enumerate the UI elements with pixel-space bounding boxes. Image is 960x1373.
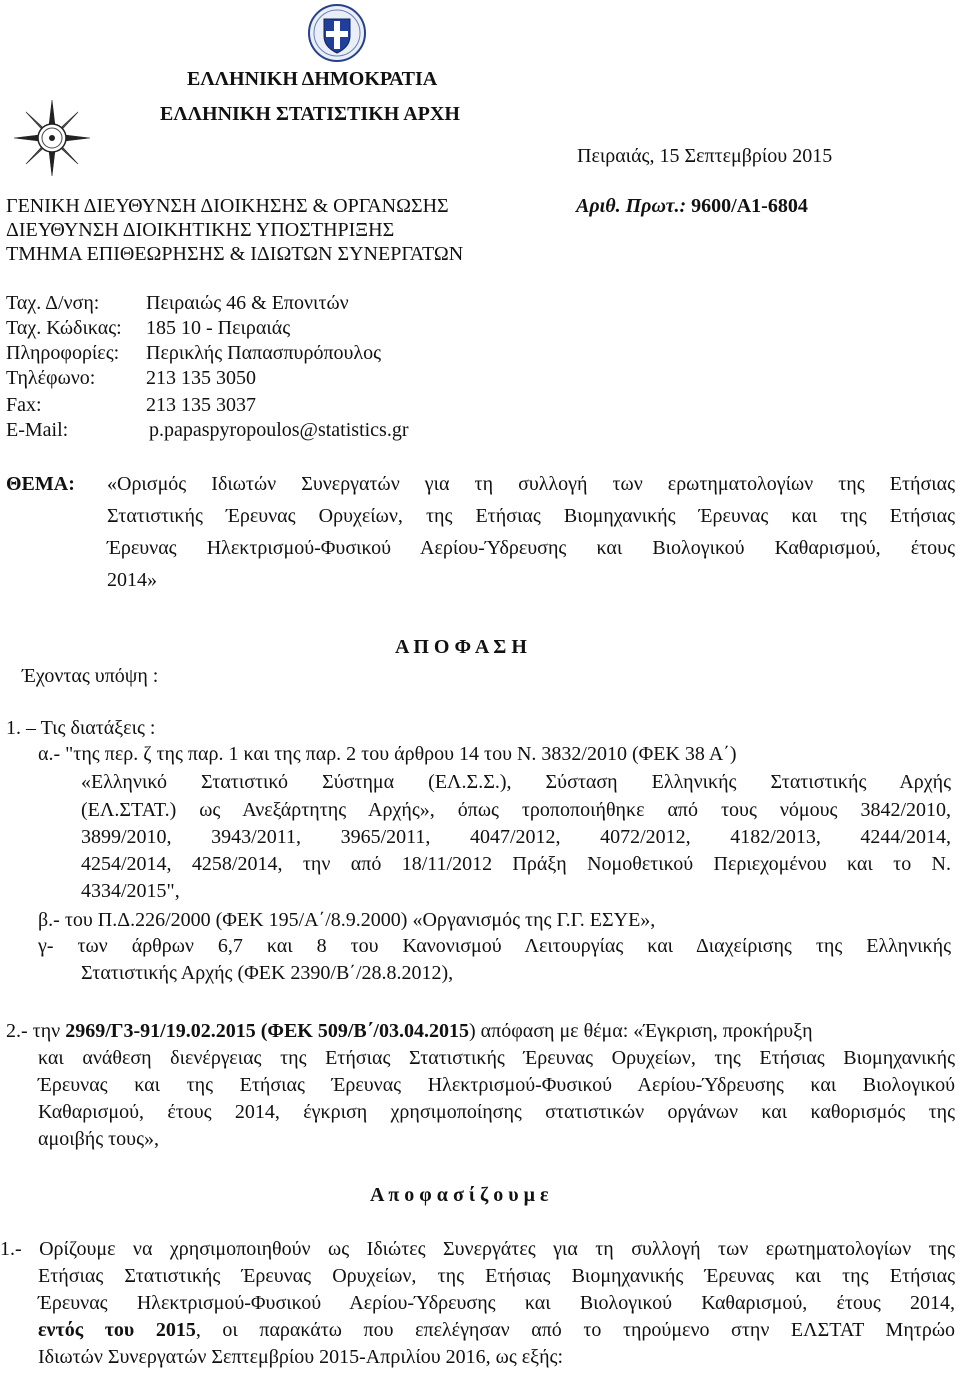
item1-a-line: (ΕΛ.ΣΤΑΤ.) ως Ανεξάρτητης Αρχής», όπως τροποποιήθηκε από τους νόμους 3842/2010, <box>81 799 951 821</box>
item1-a-line: «Ελληνικό Στατιστικό Σύστημα (ΕΛ.Σ.Σ.), Σύσταση Ελληνικής Στατιστικής Αρχής <box>81 771 951 793</box>
contact-value: 213 135 3037 <box>146 394 256 416</box>
item1-heading: 1. – Τις διατάξεις : <box>6 717 156 739</box>
greek-coat-of-arms-emblem <box>307 3 367 63</box>
item2-line: αμοιβής τους», <box>38 1128 159 1150</box>
item2-line: Έρευνας και της Ετήσιας Έρευνας Ηλεκτρισμού-Φυσικού Αερίου-Ύδρευσης και Βιολογικού <box>38 1074 955 1096</box>
item2-first-line <box>6 1020 813 1043</box>
protocol-number <box>576 195 808 218</box>
department-line-1: ΓΕΝΙΚΗ ΔΙΕΥΘΥΝΣΗ ΔΙΟΙΚΗΣΗΣ & ΟΡΓΑΝΩΣΗΣ <box>6 195 449 217</box>
protocol-label: Αριθ. Πρωτ.: <box>576 195 687 217</box>
item1-a-line: α.- "της περ. ζ της παρ. 1 και της παρ. 2 του άρθρου 14 του Ν. 3832/2010 (ΦΕΚ 38 Α΄) <box>38 743 737 765</box>
subject-line: «Ορισμός Ιδιωτών Συνεργατών για τη συλλογή των ερωτηματολογίων της Ετήσιας <box>107 473 955 495</box>
authority-heading: ΕΛΛΗΝΙΚΗ ΣΤΑΤΙΣΤΙΚΗ ΑΡΧΗ <box>160 103 460 125</box>
item1-b-line: β.- του Π.Δ.226/2000 (ΦΕΚ 195/Α΄/8.9.2000) «Οργανισμός της Γ.Γ. ΕΣΥΕ», <box>38 909 656 931</box>
contact-value: 213 135 3050 <box>146 367 256 389</box>
decision1-after-bold: , οι παρακάτω που επελέγησαν από το τηρούμενο στην ΕΛΣΤΑΤ Μητρώο <box>195 1319 955 1341</box>
item2-line: και ανάθεση διενέργειας της Ετήσιας Στατιστικής Έρευνας Ορυχείων, της Ετήσιας Βιομηχανικής <box>38 1047 955 1069</box>
subject-line: Στατιστικής Έρευνας Ορυχείων, της Ετήσιας Βιομηχανικής Έρευνας και της Ετήσιας <box>107 505 955 527</box>
contact-label: Πληροφορίες: <box>6 342 120 364</box>
item1-c-line: Στατιστικής Αρχής (ΦΕΚ 2390/Β΄/28.8.2012), <box>81 962 454 984</box>
contact-value: 185 10 - Πειραιάς <box>146 317 291 339</box>
contact-label: E-Mail: <box>6 419 69 441</box>
item2-prefix: 2.- την <box>6 1020 66 1042</box>
decision1-line-with-bold <box>38 1319 955 1342</box>
item2-rest: ) απόφαση με θέμα: «Έγκριση, προκήρυξη <box>468 1020 813 1042</box>
compass-rose-logo <box>12 98 92 178</box>
item1-c-line: γ- των άρθρων 6,7 και 8 του Κανονισμού Λειτουργίας και Διαχείρισης της Ελληνικής <box>38 935 951 957</box>
subject-label: ΘΕΜΑ: <box>6 473 75 495</box>
item2-line: Καθαρισμού, έτους 2014, έγκριση χρησιμοποίησης στατιστικών οργάνων και καθορισμός της <box>38 1101 955 1123</box>
considering-label: Έχοντας υπόψη : <box>22 665 159 687</box>
contact-value: Περικλής Παπασπυρόπουλος <box>146 342 382 364</box>
item1-a-line: 4254/2014, 4258/2014, την από 18/11/2012 Πράξη Νομοθετικού Περιεχομένου και το Ν. <box>81 853 951 875</box>
department-line-2: ΔΙΕΥΘΥΝΣΗ ΔΙΟΙΚΗΤΙΚΗΣ ΥΠΟΣΤΗΡΙΞΗΣ <box>6 219 395 241</box>
decision-title: Α Π Ο Φ Α Σ Η <box>395 636 527 658</box>
we-decide-heading: Α π ο φ α σ ί ζ ο υ μ ε <box>370 1184 549 1206</box>
contact-label: Ταχ. Δ/νση: <box>6 292 100 314</box>
subject-line: Έρευνας Ηλεκτρισμού-Φυσικού Αερίου-Ύδρευσης και Βιολογικού Καθαρισμού, έτους <box>107 537 955 559</box>
decision1-line: Ιδιωτών Συνεργατών Σεπτεμβρίου 2015-Απριλίου 2016, ως εξής: <box>38 1346 564 1368</box>
contact-value: Πειραιώς 46 & Επονιτών <box>146 292 349 314</box>
protocol-value: 9600/Α1-6804 <box>686 195 808 217</box>
decision1-bold: εντός του 2015 <box>38 1319 196 1341</box>
contact-email[interactable]: p.papaspyropoulos@statistics.gr <box>149 419 409 441</box>
decision1-line: 1.- Ορίζουμε να χρησιμοποιηθούν ως Ιδιώτες Συνεργάτες για τη συλλογή των ερωτηματολογίων της <box>0 1238 955 1260</box>
department-line-3: ΤΜΗΜΑ ΕΠΙΘΕΩΡΗΣΗΣ & ΙΔΙΩΤΩΝ ΣΥΝΕΡΓΑΤΩΝ <box>6 243 464 265</box>
contact-label: Fax: <box>6 394 42 416</box>
decision1-line: Έρευνας Ηλεκτρισμού-Φυσικού Αερίου-Ύδρευσης και Βιολογικού Καθαρισμού, έτους 2014, <box>38 1292 955 1314</box>
item1-a-line: 3899/2010, 3943/2011, 3965/2011, 4047/2012, 4072/2012, 4182/2013, 4244/2014, <box>81 826 951 848</box>
contact-label: Τηλέφωνο: <box>6 367 96 389</box>
place-date: Πειραιάς, 15 Σεπτεμβρίου 2015 <box>577 145 833 167</box>
subject-line: 2014» <box>107 569 157 591</box>
contact-label: Ταχ. Κώδικας: <box>6 317 122 339</box>
decision1-line: Ετήσιας Στατιστικής Έρευνας Ορυχείων, της Ετήσιας Βιομηχανικής Έρευνας και της Ετήσιας <box>38 1265 955 1287</box>
item2-reference: 2969/Γ3-91/19.02.2015 (ΦΕΚ 509/Β΄/03.04.2015 <box>65 1020 469 1042</box>
item1-a-line: 4334/2015", <box>81 880 180 902</box>
republic-heading: ΕΛΛΗΝΙΚΗ ΔΗΜΟΚΡΑΤΙΑ <box>187 68 438 90</box>
